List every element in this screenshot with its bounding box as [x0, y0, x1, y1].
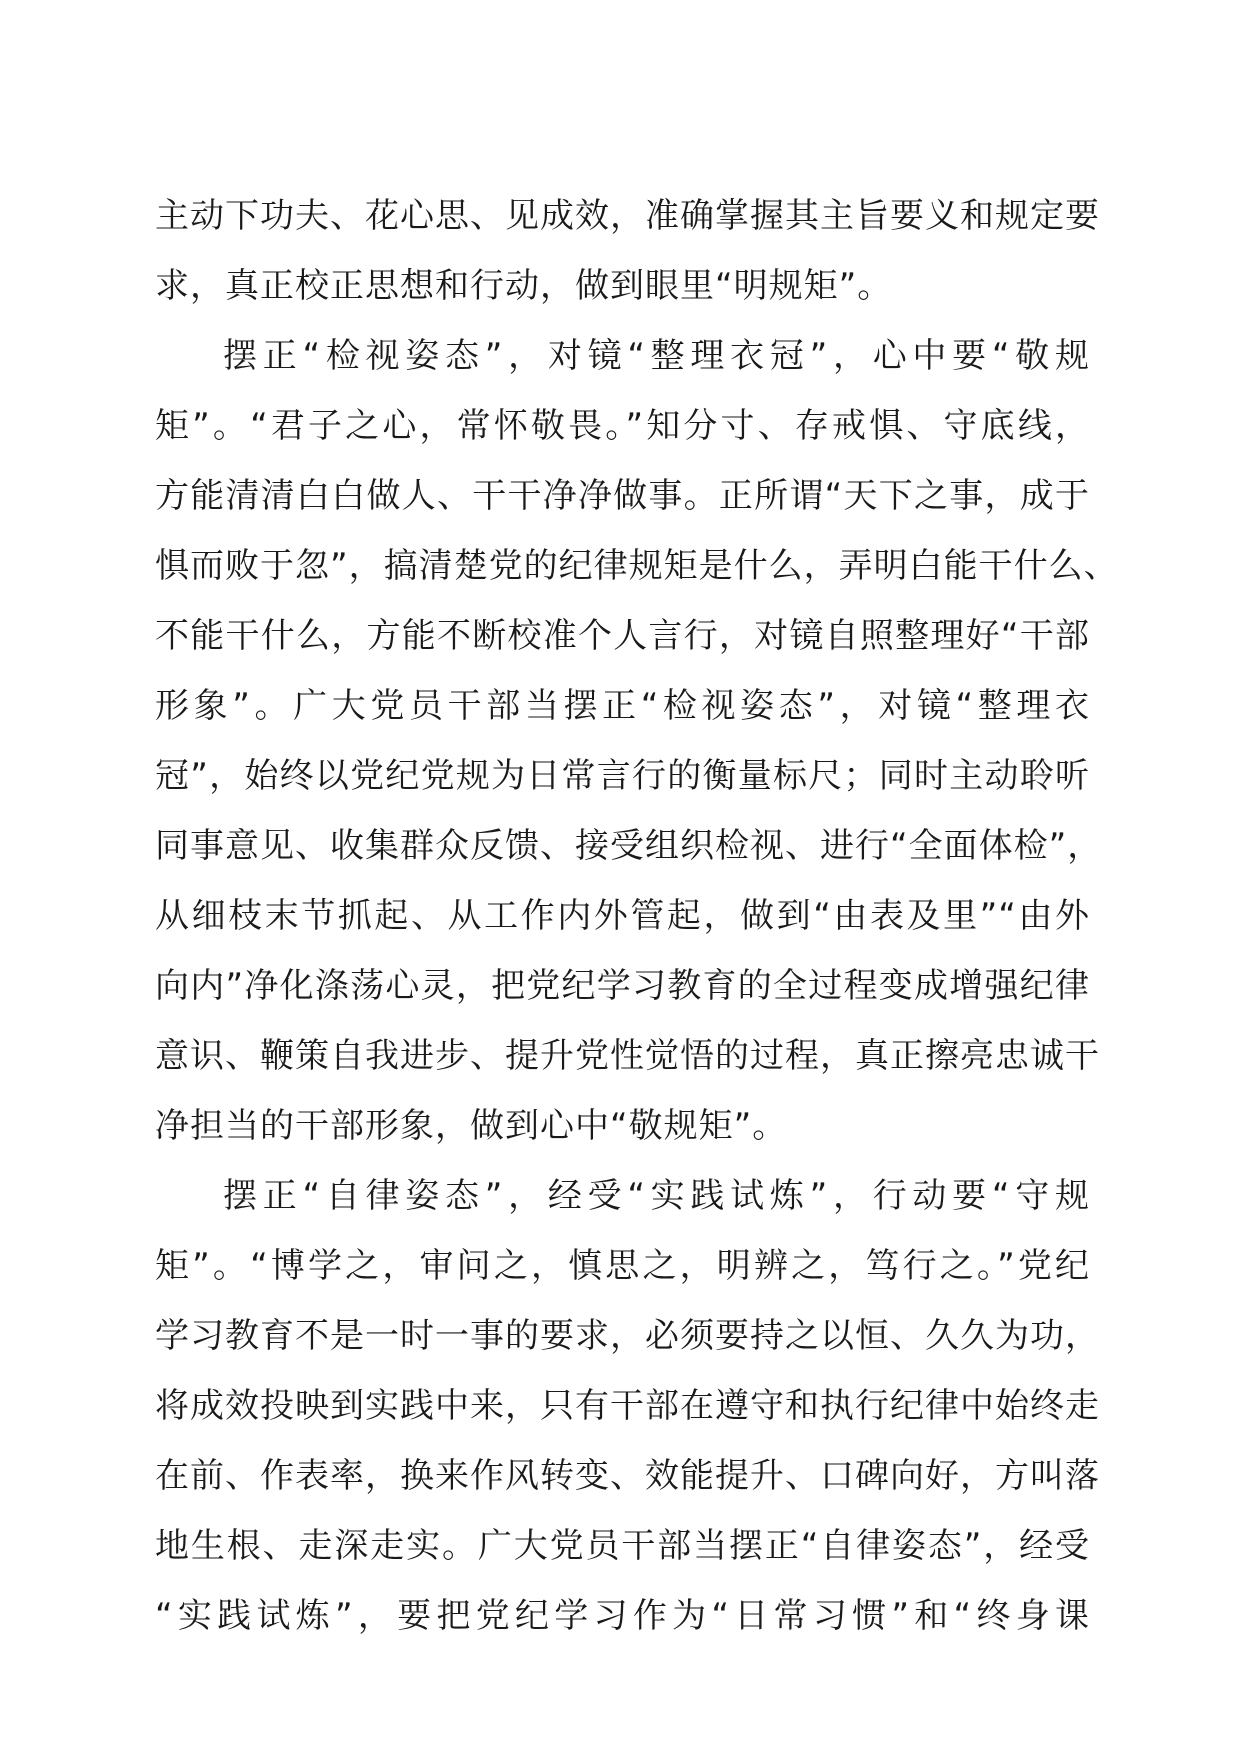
text-line: 地生根、走深走实。广大党员干部当摆正“自律姿态”，经受	[155, 1526, 1090, 1566]
text-line: 求，真正校正思想和行动，做到眼里“明规矩”。	[155, 266, 893, 306]
text-line: “实践试炼”，要把党纪学习作为“日常习惯”和“终身课	[155, 1596, 1090, 1636]
text-line: 学习教育不是一时一事的要求，必须要持之以恒、久久为功，	[155, 1316, 1100, 1356]
text-line: 惧而败于忽”，搞清楚党的纪律规矩是什么，弄明白能干什么、	[155, 546, 1119, 586]
text-line: 同事意见、收集群众反馈、接受组织检视、进行“全面体检”，	[155, 826, 1103, 866]
text-line: 将成效投映到实践中来，只有干部在遵守和执行纪律中始终走	[155, 1386, 1100, 1426]
text-line: 向内”净化涤荡心灵，把党纪学习教育的全过程变成增强纪律	[155, 966, 1090, 1006]
document-body	[155, 186, 1119, 1656]
paragraph-first-line: 摆正“自律姿态”，经受“实践试炼”，行动要“守规	[223, 1176, 1090, 1216]
text-line: 矩”。“博学之，审问之，慎思之，明辨之，笃行之。”党纪	[155, 1246, 1090, 1286]
text-line: 从细枝末节抓起、从工作内外管起，做到“由表及里”“由外	[155, 896, 1090, 936]
paragraph-first-line: 摆正“检视姿态”，对镜“整理衣冠”，心中要“敬规	[223, 336, 1090, 376]
text-line: 意识、鞭策自我进步、提升党性觉悟的过程，真正擦亮忠诚干	[155, 1036, 1100, 1076]
text-line: 冠”，始终以党纪党规为日常言行的衡量标尺；同时主动聆听	[155, 756, 1090, 796]
text-line: 净担当的干部形象，做到心中“敬规矩”。	[155, 1106, 788, 1146]
text-line: 不能干什么，方能不断校准个人言行，对镜自照整理好“干部	[155, 616, 1090, 656]
text-line: 方能清清白白做人、干干净净做事。正所谓“天下之事，成于	[155, 476, 1090, 516]
text-line: 矩”。“君子之心，常怀敬畏。”知分寸、存戒惧、守底线，	[155, 406, 1090, 446]
text-line: 在前、作表率，换来作风转变、效能提升、口碑向好，方叫落	[155, 1456, 1100, 1496]
text-line: 形象”。广大党员干部当摆正“检视姿态”，对镜“整理衣	[155, 686, 1090, 726]
text-line: 主动下功夫、花心思、见成效，准确掌握其主旨要义和规定要	[155, 196, 1100, 236]
